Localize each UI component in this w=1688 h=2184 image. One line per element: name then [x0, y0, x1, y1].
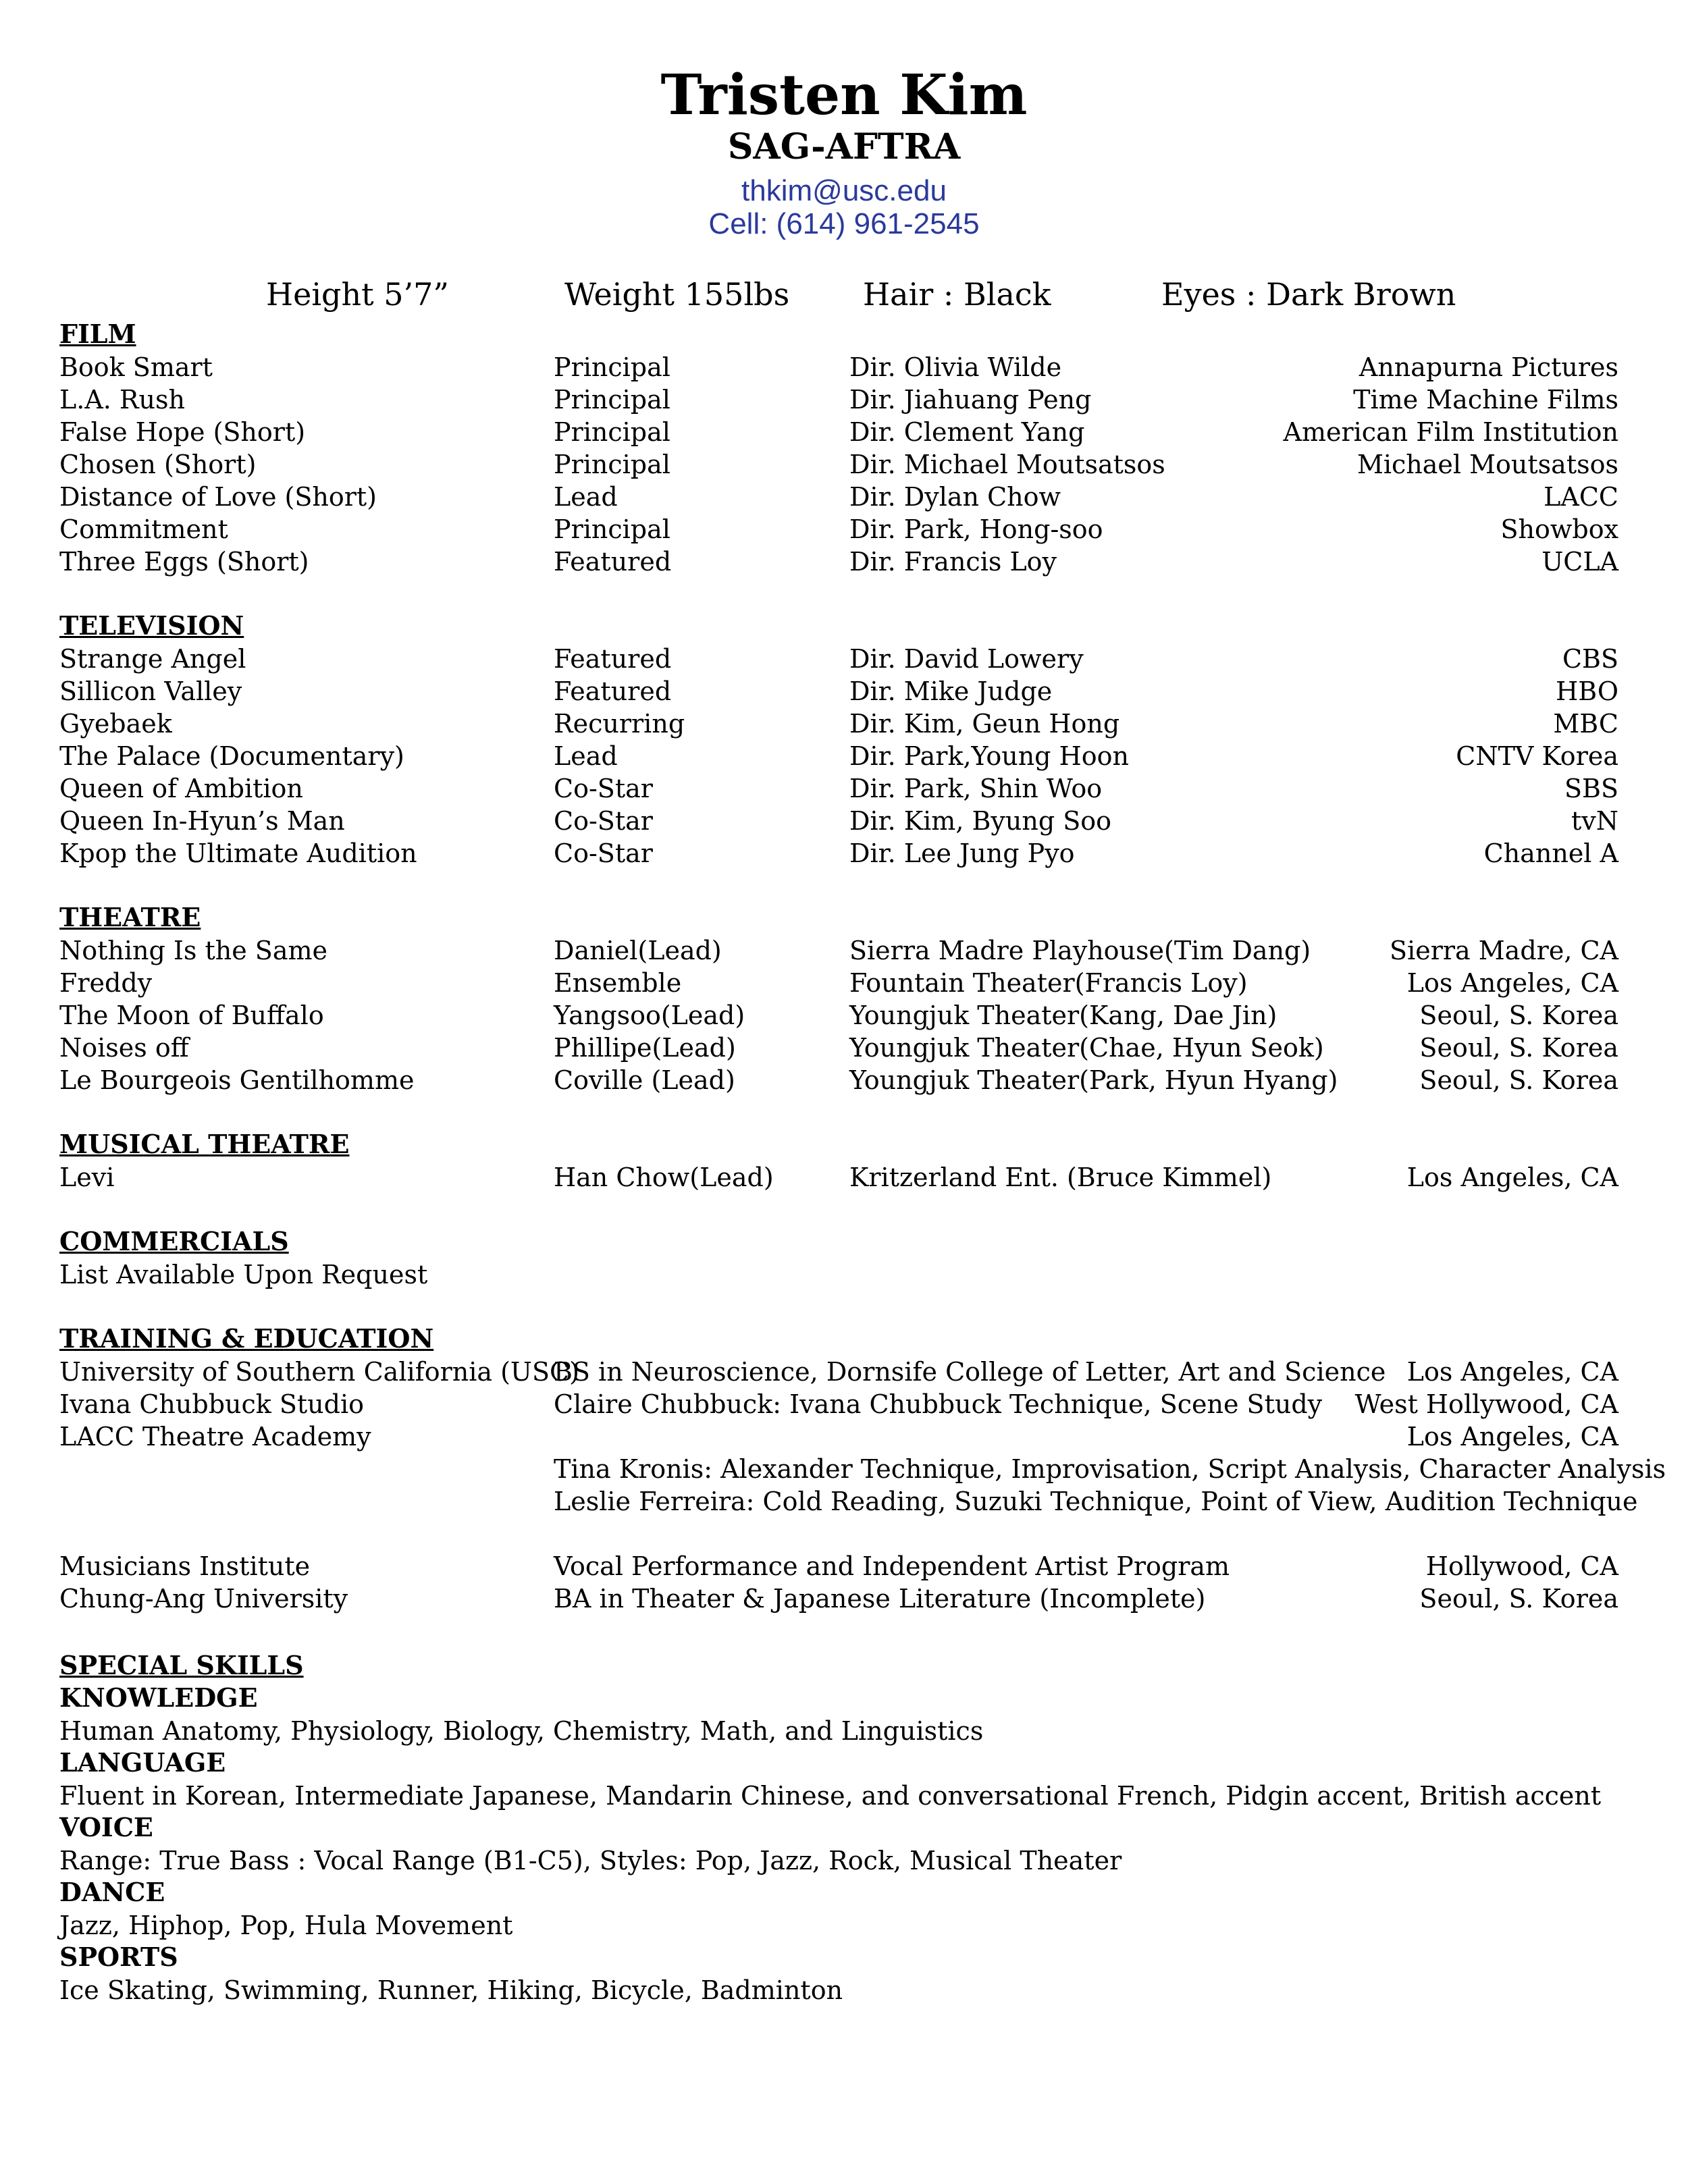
- credit-row: [0, 675, 1688, 708]
- credit-role: Principal: [554, 450, 670, 479]
- credit-network: Channel A: [1483, 838, 1618, 868]
- section-heading-television: TELEVISION: [59, 610, 244, 641]
- school-name: Chung-Ang University: [59, 1584, 348, 1614]
- instructor-note: Tina Kronis: Alexander Technique, Improvisation, Script Analysis, Character Analysis: [554, 1454, 1666, 1484]
- credit-row: [0, 934, 1688, 967]
- school-name: Musicians Institute: [59, 1551, 311, 1581]
- credit-row: [0, 740, 1688, 772]
- credit-role: Lead: [554, 741, 618, 771]
- section-heading-training: TRAINING & EDUCATION: [59, 1323, 434, 1354]
- credit-director: Dir. Lee Jung Pyo: [849, 838, 1075, 868]
- credit-role: Co-Star: [554, 774, 653, 803]
- credit-title: Queen In-Hyun’s Man: [59, 806, 345, 836]
- credit-role: Featured: [554, 676, 672, 706]
- school-name: Ivana Chubbuck Studio: [59, 1389, 365, 1419]
- credit-row: [0, 1064, 1688, 1096]
- school-location: West Hollywood, CA: [1354, 1389, 1618, 1419]
- union-affiliation: SAG-AFTRA: [727, 126, 961, 167]
- credit-title: Chosen (Short): [59, 450, 257, 479]
- credit-company: LACC: [1544, 482, 1618, 512]
- credit-title: The Palace (Documentary): [59, 741, 404, 771]
- training-row: [0, 1356, 1688, 1388]
- credit-role: Yangsoo(Lead): [554, 1001, 745, 1030]
- credit-row: [0, 643, 1688, 675]
- credit-director: Dir. Dylan Chow: [849, 482, 1061, 512]
- credit-director: Dir. Olivia Wilde: [849, 352, 1062, 382]
- training-row: [0, 1582, 1688, 1615]
- credit-role: Ensemble: [554, 968, 682, 998]
- section-heading-musical-theatre: MUSICAL THEATRE: [59, 1129, 350, 1159]
- credit-role: Recurring: [554, 709, 685, 739]
- section-heading-theatre: THEATRE: [59, 902, 201, 932]
- training-row: [0, 1420, 1688, 1453]
- credit-location: Seoul, S. Korea: [1419, 1033, 1618, 1063]
- credit-role: Lead: [554, 482, 618, 512]
- credit-title: Sillicon Valley: [59, 676, 242, 706]
- commercials-note: List Available Upon Request: [59, 1260, 428, 1289]
- school-location: Seoul, S. Korea: [1419, 1584, 1618, 1614]
- credit-title: Strange Angel: [59, 644, 246, 674]
- credit-row: [0, 1161, 1688, 1194]
- school-location: Los Angeles, CA: [1406, 1357, 1618, 1387]
- credit-network: HBO: [1556, 676, 1618, 706]
- credit-title: Commitment: [59, 514, 228, 544]
- credit-company: UCLA: [1541, 547, 1618, 577]
- program: Claire Chubbuck: Ivana Chubbuck Technique, Scene Study: [554, 1389, 1323, 1419]
- stat-height: Height 5’7”: [266, 276, 449, 313]
- training-row: [0, 1550, 1688, 1582]
- skill-knowledge: Human Anatomy, Physiology, Biology, Chemistry, Math, and Linguistics: [59, 1716, 984, 1746]
- credit-role: Coville (Lead): [554, 1065, 735, 1095]
- section-heading-special-skills: SPECIAL SKILLS: [59, 1650, 304, 1680]
- credit-title: Kpop the Ultimate Audition: [59, 838, 417, 868]
- credit-title: Book Smart: [59, 352, 213, 382]
- credit-row: [0, 967, 1688, 999]
- stat-hair: Hair : Black: [863, 276, 1051, 313]
- credit-director: Dir. Park, Hong-soo: [849, 514, 1103, 544]
- credit-role: Co-Star: [554, 806, 653, 836]
- credit-row: [0, 837, 1688, 870]
- credit-title: Levi: [59, 1163, 115, 1192]
- credit-company: American Film Institution: [1283, 417, 1618, 447]
- credit-title: Nothing Is the Same: [59, 936, 328, 965]
- credit-row: [0, 708, 1688, 740]
- actor-name: Tristen Kim: [660, 63, 1028, 128]
- skill-label-voice: VOICE: [59, 1812, 153, 1842]
- credit-director: Dir. Kim, Geun Hong: [849, 709, 1120, 739]
- skill-language: Fluent in Korean, Intermediate Japanese, Mandarin Chinese, and conversational French, Pidgin accent, British accent: [59, 1781, 1602, 1811]
- credit-director: Dir. Park,Young Hoon: [849, 741, 1129, 771]
- credit-role: Principal: [554, 417, 670, 447]
- program: Vocal Performance and Independent Artist Program: [554, 1551, 1230, 1581]
- credit-network: tvN: [1571, 806, 1618, 836]
- credit-row: [0, 351, 1688, 383]
- credit-title: Gyebaek: [59, 709, 172, 739]
- credit-row: [0, 383, 1688, 416]
- stat-eyes: Eyes : Dark Brown: [1161, 276, 1456, 313]
- credit-title: Queen of Ambition: [59, 774, 303, 803]
- skill-label-knowledge: KNOWLEDGE: [59, 1682, 258, 1713]
- credit-network: CNTV Korea: [1456, 741, 1618, 771]
- credit-company: Time Machine Films: [1353, 385, 1618, 415]
- credit-title: Freddy: [59, 968, 153, 998]
- credit-director: Dir. Mike Judge: [849, 676, 1053, 706]
- credit-producer: Kritzerland Ent. (Bruce Kimmel): [849, 1163, 1272, 1192]
- credit-row: [0, 545, 1688, 578]
- credit-location: Los Angeles, CA: [1406, 968, 1618, 998]
- credit-director: Dir. Michael Moutsatsos: [849, 450, 1165, 479]
- credit-row: [0, 1032, 1688, 1064]
- credit-row: [0, 448, 1688, 481]
- credit-role: Co-Star: [554, 838, 653, 868]
- credit-director: Dir. Park, Shin Woo: [849, 774, 1103, 803]
- credit-title: Distance of Love (Short): [59, 482, 377, 512]
- program: BA in Theater & Japanese Literature (Incomplete): [554, 1584, 1206, 1614]
- credit-role: Principal: [554, 385, 670, 415]
- credit-venue: Youngjuk Theater(Kang, Dae Jin): [849, 1001, 1277, 1030]
- credit-role: Phillipe(Lead): [554, 1033, 736, 1063]
- credit-title: False Hope (Short): [59, 417, 306, 447]
- credit-title: L.A. Rush: [59, 385, 185, 415]
- credit-location: Seoul, S. Korea: [1419, 1001, 1618, 1030]
- credit-director: Dir. Francis Loy: [849, 547, 1057, 577]
- credit-venue: Fountain Theater(Francis Loy): [849, 968, 1248, 998]
- credit-title: Noises off: [59, 1033, 189, 1063]
- credit-network: CBS: [1562, 644, 1618, 674]
- stat-weight: Weight 155lbs: [564, 276, 790, 313]
- program: BS in Neuroscience, Dornsife College of Letter, Art and Science: [554, 1357, 1386, 1387]
- credit-location: Seoul, S. Korea: [1419, 1065, 1618, 1095]
- credit-title: Three Eggs (Short): [59, 547, 309, 577]
- school-name: LACC Theatre Academy: [59, 1422, 371, 1451]
- credit-venue: Youngjuk Theater(Chae, Hyun Seok): [849, 1033, 1324, 1063]
- instructor-note: Leslie Ferreira: Cold Reading, Suzuki Technique, Point of View, Audition Technique: [554, 1487, 1638, 1516]
- credit-venue: Sierra Madre Playhouse(Tim Dang): [849, 936, 1311, 965]
- skill-sports: Ice Skating, Swimming, Runner, Hiking, Bicycle, Badminton: [59, 1975, 843, 2005]
- credit-location: Sierra Madre, CA: [1390, 936, 1618, 965]
- credit-network: MBC: [1553, 709, 1618, 739]
- school-location: Los Angeles, CA: [1406, 1422, 1618, 1451]
- skill-label-language: LANGUAGE: [59, 1747, 226, 1778]
- training-row: [0, 1388, 1688, 1420]
- credit-director: Dir. Jiahuang Peng: [849, 385, 1092, 415]
- credit-role: Principal: [554, 352, 670, 382]
- credit-role: Featured: [554, 644, 672, 674]
- credit-row: [0, 805, 1688, 837]
- credit-row: [0, 999, 1688, 1032]
- section-heading-film: FILM: [59, 319, 136, 349]
- credit-company: Annapurna Pictures: [1359, 352, 1618, 382]
- school-location: Hollywood, CA: [1425, 1551, 1618, 1581]
- credit-company: Michael Moutsatsos: [1356, 450, 1618, 479]
- skill-label-dance: DANCE: [59, 1877, 165, 1907]
- credit-role: Principal: [554, 514, 670, 544]
- cell-phone: Cell: (614) 961-2545: [708, 207, 980, 240]
- credit-row: [0, 772, 1688, 805]
- skill-dance: Jazz, Hiphop, Pop, Hula Movement: [59, 1911, 513, 1940]
- credit-role: Han Chow(Lead): [554, 1163, 774, 1192]
- skill-voice: Range: True Bass : Vocal Range (B1-C5), Styles: Pop, Jazz, Rock, Musical Theater: [59, 1846, 1122, 1875]
- credit-director: Dir. David Lowery: [849, 644, 1084, 674]
- credit-row: [0, 481, 1688, 513]
- credit-venue: Youngjuk Theater(Park, Hyun Hyang): [849, 1065, 1338, 1095]
- credit-title: The Moon of Buffalo: [59, 1001, 324, 1030]
- credit-row: [0, 513, 1688, 545]
- credit-row: [0, 416, 1688, 448]
- credit-network: SBS: [1564, 774, 1618, 803]
- credit-role: Daniel(Lead): [554, 936, 722, 965]
- section-heading-commercials: COMMERCIALS: [59, 1226, 289, 1256]
- email-link[interactable]: thkim@usc.edu: [741, 174, 947, 207]
- skill-label-sports: SPORTS: [59, 1942, 178, 1972]
- credit-role: Featured: [554, 547, 672, 577]
- credit-director: Dir. Clement Yang: [849, 417, 1085, 447]
- credit-company: Showbox: [1500, 514, 1618, 544]
- credit-location: Los Angeles, CA: [1406, 1163, 1618, 1192]
- school-name: University of Southern California (USC): [59, 1357, 579, 1387]
- credit-title: Le Bourgeois Gentilhomme: [59, 1065, 415, 1095]
- credit-director: Dir. Kim, Byung Soo: [849, 806, 1112, 836]
